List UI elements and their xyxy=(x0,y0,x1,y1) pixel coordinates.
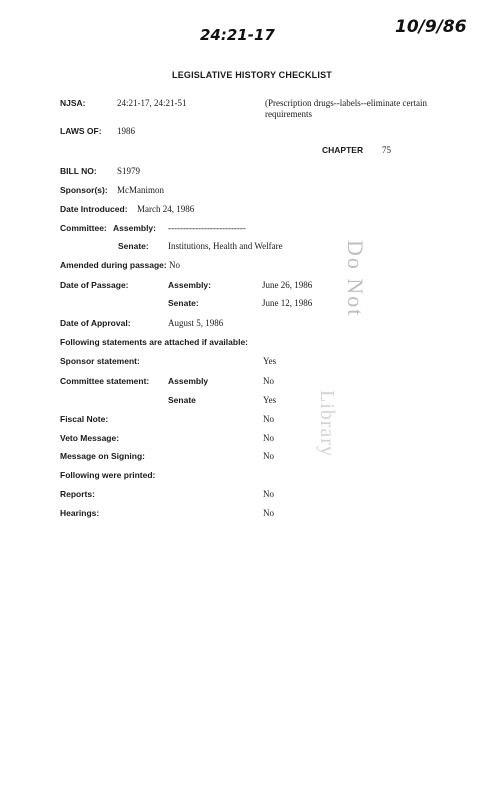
committee-statement-label: Committee statement: xyxy=(60,376,150,386)
bill-no-label: BILL NO: xyxy=(60,166,97,176)
fiscal-note-value: No xyxy=(263,414,274,424)
date-of-approval-value: August 5, 1986 xyxy=(168,318,224,328)
amended-value: No xyxy=(169,260,180,270)
following-printed-heading: Following were printed: xyxy=(60,470,156,480)
committee-statement-assembly-value: No xyxy=(263,376,274,386)
chapter-value: 75 xyxy=(382,145,391,155)
njsa-description: (Prescription drugs--labels--eliminate certain requirements xyxy=(265,98,427,119)
bill-no-value: S1979 xyxy=(117,166,141,176)
committee-senate-value: Institutions, Health and Welfare xyxy=(168,241,283,251)
library-stamp xyxy=(318,240,378,490)
njsa-value: 24:21-17, 24:21-51 xyxy=(117,98,187,108)
stamp-line-1: Do Not xyxy=(343,240,368,318)
page-title: LEGISLATIVE HISTORY CHECKLIST xyxy=(172,70,332,80)
passage-assembly-value: June 26, 1986 xyxy=(262,280,313,290)
njsa-label: NJSA: xyxy=(60,98,86,108)
passage-senate-label: Senate: xyxy=(168,298,199,308)
hearings-value: No xyxy=(263,508,274,518)
following-attached-heading: Following statements are attached if available: xyxy=(60,337,248,347)
reports-value: No xyxy=(263,489,274,499)
committee-assembly-label: Assembly: xyxy=(113,223,156,233)
laws-of-label: LAWS OF: xyxy=(60,126,102,136)
committee-assembly-value: -------------------------- xyxy=(168,223,246,233)
passage-senate-value: June 12, 1986 xyxy=(262,298,313,308)
message-on-signing-label: Message on Signing: xyxy=(60,451,146,461)
veto-message-label: Veto Message: xyxy=(60,433,120,443)
sponsor-statement-value: Yes xyxy=(263,356,277,366)
date-of-approval-label: Date of Approval: xyxy=(60,318,131,328)
handwritten-date: 10/9/86 xyxy=(395,17,467,37)
sponsor-statement-label: Sponsor statement: xyxy=(60,356,140,366)
date-introduced-value: March 24, 1986 xyxy=(137,204,195,214)
veto-message-value: No xyxy=(263,433,274,443)
laws-of-value: 1986 xyxy=(117,126,135,136)
chapter-label: CHAPTER xyxy=(322,145,364,155)
committee-senate-label: Senate: xyxy=(118,241,149,251)
date-introduced-label: Date Introduced: xyxy=(60,204,128,214)
committee-statement-assembly-label: Assembly xyxy=(168,376,209,386)
passage-assembly-label: Assembly: xyxy=(168,280,211,290)
date-of-passage-label: Date of Passage: xyxy=(60,280,129,290)
committee-statement-senate-label: Senate xyxy=(168,395,196,405)
sponsors-label: Sponsor(s): xyxy=(60,185,108,195)
hearings-label: Hearings: xyxy=(60,508,100,518)
fiscal-note-label: Fiscal Note: xyxy=(60,414,109,424)
handwritten-statute: 24:21-17 xyxy=(200,26,275,44)
stamp-line-2: Library xyxy=(316,390,338,457)
reports-label: Reports: xyxy=(60,489,95,499)
committee-label: Committee: xyxy=(60,223,107,233)
message-on-signing-value: No xyxy=(263,451,274,461)
committee-statement-senate-value: Yes xyxy=(263,395,277,405)
amended-label: Amended during passage: xyxy=(60,260,167,270)
sponsors-value: McManimon xyxy=(117,185,164,195)
